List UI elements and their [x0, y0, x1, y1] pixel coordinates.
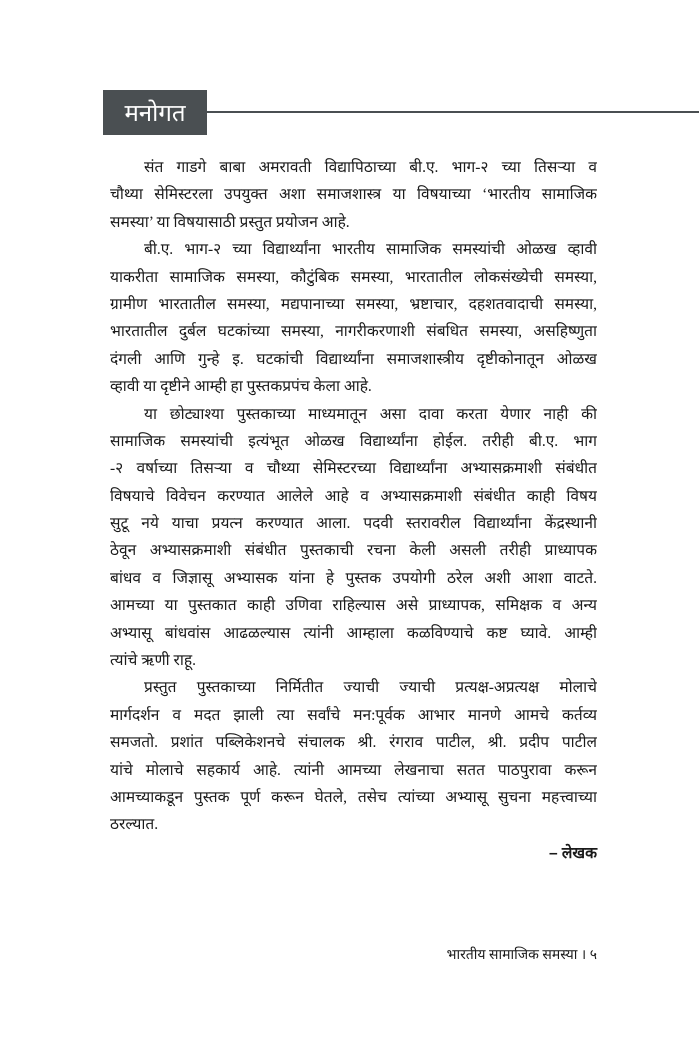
text-line: आमच्या या पुस्तकात काही उणिवा राहिल्यास असे प्राध्यापक, समिक्षक व अन्य	[110, 597, 597, 615]
text-line: व्हावी या दृष्टीने आम्ही हा पुस्तकप्रपंच केला आहे.	[110, 378, 372, 396]
paragraphs	[110, 154, 597, 839]
text-line: विषयाचे विवेचन करण्यात आलेले आहे व अभ्यासक्रमाशी संबंधीत काही विषय	[110, 487, 597, 505]
text-line: चौथ्या सेमिस्टरला उपयुक्त अशा समाजशास्त्र या विषयाच्या ‘भारतीय सामाजिक	[110, 186, 597, 204]
text-line: समजतो. प्रशांत पब्लिकेशनचे संचालक श्री. रंगराव पाटील, श्री. प्रदीप पाटील	[110, 734, 597, 752]
text-line: समस्या’ या विषयासाठी प्रस्तुत प्रयोजन आहे.	[110, 213, 350, 231]
text-line: ग्रामीण भारतातील समस्या, मद्यपानाच्या समस्या, भ्रष्टाचार, दहशतवादाची समस्या,	[110, 295, 597, 313]
paragraph	[110, 154, 597, 236]
text-line: सामाजिक समस्यांची इत्यंभूत ओळख विद्यार्थ्यांना होईल. तरीही बी.ए. भाग	[110, 432, 597, 450]
paragraph	[110, 674, 597, 838]
text-line: यांचे मोलाचे सहकार्य आहे. त्यांनी आमच्या लेखनाचा सतत पाठपुरावा करून	[110, 761, 597, 779]
section-heading-text: मनोगत	[124, 100, 186, 127]
paragraph	[110, 236, 597, 400]
text-line: त्यांचे ऋणी राहू.	[110, 652, 196, 670]
text-line: बांधव व जिज्ञासू अभ्यासक यांना हे पुस्तक उपयोगी ठरेल अशी आशा वाटते.	[110, 569, 597, 587]
preface-body	[110, 154, 597, 869]
paragraph	[110, 401, 597, 675]
text-line: प्रस्तुत पुस्तकाच्या निर्मितीत ज्याची ज्याची प्रत्यक्ष-अप्रत्यक्ष मोलाचे	[144, 679, 597, 697]
text-line: ठरल्यात.	[110, 816, 159, 834]
text-line: मार्गदर्शन व मदत झाली त्या सर्वांचे मन:पूर्वक आभार मानणे आमचे कर्तव्य	[110, 706, 597, 724]
text-line: याकरीता सामाजिक समस्या, कौटुंबिक समस्या, भारतातील लोकसंख्येची समस्या,	[110, 268, 597, 286]
author-signature: – लेखक	[548, 844, 597, 862]
text-line: दंगली आणि गुन्हे इ. घटकांची विद्यार्थ्यांना समाजशास्त्रीय दृष्टीकोनातून ओळख	[110, 350, 597, 368]
page-footer: भारतीय सामाजिक समस्या । ५	[446, 948, 597, 963]
section-heading	[103, 90, 207, 135]
text-line: ठेवून अभ्यासक्रमाशी संबंधीत पुस्तकाची रचना केली असली तरीही प्राध्यापक	[110, 542, 597, 560]
text-line: बी.ए. भाग-२ च्या विद्यार्थ्यांना भारतीय सामाजिक समस्यांची ओळख व्हावी	[144, 241, 597, 259]
text-line: भारतातील दुर्बल घटकांच्या समस्या, नागरीकरणाशी संबधित समस्या, असहिष्णुता	[110, 323, 597, 341]
text-line: सुटू नये याचा प्रयत्न करण्यात आला. पदवी स्तरावरील विद्यार्थ्यांना केंद्रस्थानी	[110, 515, 597, 533]
text-line: या छोट्याश्या पुस्तकाच्या माध्यमातून असा दावा करता येणार नाही की	[144, 405, 597, 423]
heading-rule	[207, 111, 699, 113]
text-line: संत गाडगे बाबा अमरावती विद्यापिठाच्या बी.ए. भाग-२ च्या तिसऱ्या व	[144, 159, 597, 176]
text-line: आमच्याकडून पुस्तक पूर्ण करून घेतले, तसेच त्यांच्या अभ्यासू सुचना महत्त्वाच्या	[110, 788, 597, 806]
text-line: -२ वर्षाच्या तिसऱ्या व चौथ्या सेमिस्टरच्या विद्यार्थ्यांना अभ्यासक्रमाशी संबंधीत	[110, 460, 597, 478]
text-line: अभ्यासू बांधवांस आढळल्यास त्यांनी आम्हाला कळविण्याचे कष्ट घ्यावे. आम्ही	[110, 624, 597, 642]
